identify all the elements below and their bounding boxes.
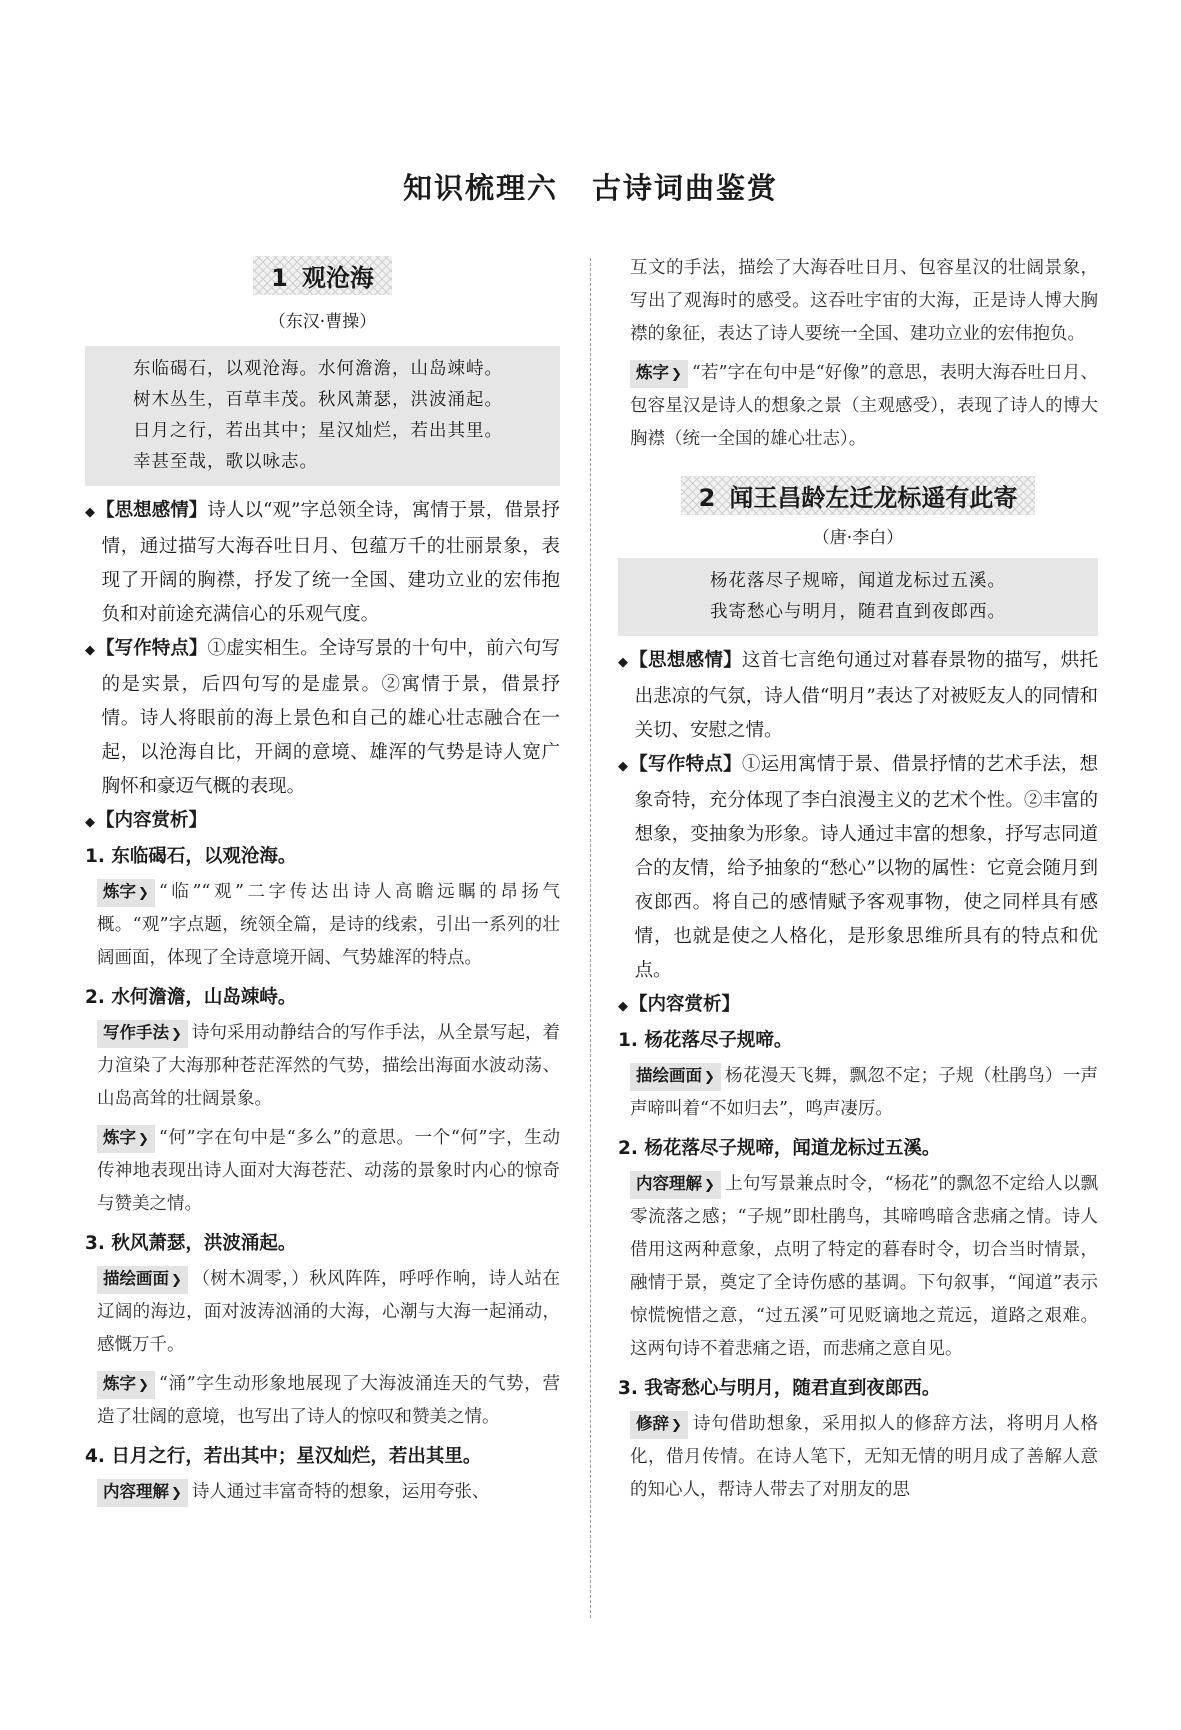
note-text: 诗人通过丰富奇特的想象，运用夸张、 xyxy=(191,1482,490,1502)
diamond-bullet-icon: ◆ xyxy=(618,999,628,1014)
diamond-bullet-icon: ◆ xyxy=(85,643,95,658)
column-divider xyxy=(590,258,591,1618)
poem2-item-head: 1. 杨花落尽子规啼。 xyxy=(618,1030,793,1051)
poem1-item-head: 2. 水何澹澹，山岛竦峙。 xyxy=(85,987,297,1008)
poem1-line: 树木丛生，百草丰茂。秋风萧瑟，洪波涌起。 xyxy=(133,390,503,410)
poem1-text-box xyxy=(85,346,560,486)
poem2-heading xyxy=(618,476,1098,515)
poem2-heading-box xyxy=(681,476,1036,515)
poem2-content-label: 【内容赏析】 xyxy=(629,994,741,1015)
note-text: “何”字在句中是“多么”的意思。一个“何”字，生动传神地表现出诗人面对大海苍茫、动荡的景象时内心的惊奇与赞美之情。 xyxy=(97,1128,560,1214)
diamond-bullet-icon: ◆ xyxy=(618,759,628,774)
poem1-content-label: 【内容赏析】 xyxy=(96,810,208,831)
poem1-note xyxy=(618,357,1098,456)
note-text: 诗句采用动静结合的写作手法，从全景写起，着力渲染了大海那种苍茫浑然的气势，描绘出海面水波动荡、山岛高耸的壮阔景象。 xyxy=(97,1023,560,1109)
poem1-note xyxy=(85,1122,560,1221)
note-text: （树木凋零，）秋风阵阵，呼呼作响，诗人站在辽阔的海边，面对波涛汹涌的大海，心潮与大海一起涌动，感慨万千。 xyxy=(97,1269,560,1355)
diamond-bullet-icon: ◆ xyxy=(85,505,95,520)
note-text: 上句写景兼点时令，“杨花”的飘忽不定给人以飘零流落之感；“子规”即杜鹃鸟，其啼鸣暗含悲痛之情。诗人借用这两种意象，点明了特定的暮春时令，切合当时情景，融情于景，奠定了全诗伤感的基调。下句叙事，“闻道”表示惊慌惋惜之意，“过五溪”可见贬谪地之荒远，道路之艰难。这两句诗不着悲痛之语，而悲痛之意自见。 xyxy=(630,1174,1098,1359)
poem2-note xyxy=(618,1168,1098,1366)
page-title-part2: 古诗词曲鉴赏 xyxy=(592,171,779,205)
right-column xyxy=(618,252,1098,1513)
poem1-note xyxy=(85,876,560,975)
poem1-line: 幸甚至哉，歌以咏志。 xyxy=(133,452,318,472)
poem2-note xyxy=(618,1060,1098,1126)
poem2-number: 2 xyxy=(698,484,716,512)
poem1-thought-text: 诗人以“观”字总领全诗，寓情于景，借景抒情，通过描写大海吞吐日月、包蕴万千的壮丽景象，表现了开阔的胸襟，抒发了统一全国、建功立业的宏伟抱负和对前途充满信心的乐观气度。 xyxy=(101,500,560,625)
poem1-heading xyxy=(85,256,560,295)
chevron-right-icon: ❯ xyxy=(704,1178,715,1193)
note-tag: 写作手法 ❯ xyxy=(97,1020,188,1048)
chevron-right-icon: ❯ xyxy=(138,886,149,901)
chevron-right-icon: ❯ xyxy=(171,1273,182,1288)
poem1-item-head: 3. 秋风萧瑟，洪波涌起。 xyxy=(85,1233,297,1254)
diamond-bullet-icon: ◆ xyxy=(618,655,628,670)
note-tag: 内容理解 ❯ xyxy=(630,1171,721,1199)
note-text: 杨花漫天飞舞，飘忽不定；子规（杜鹃鸟）一声声啼叫着“不如归去”，鸣声凄厉。 xyxy=(630,1066,1098,1119)
note-text: “涌”字生动形象地展现了大海波涌连天的气势，营造了壮阔的意境，也写出了诗人的惊叹和赞美之情。 xyxy=(97,1374,560,1427)
chevron-right-icon: ❯ xyxy=(171,1027,182,1042)
note-tag: 修辞 ❯ xyxy=(630,1411,688,1439)
poem1-note xyxy=(85,1017,560,1116)
poem1-note xyxy=(85,1263,560,1362)
poem2-title: 闻王昌龄左迁龙标遥有此寄 xyxy=(729,484,1018,512)
chevron-right-icon: ❯ xyxy=(671,367,682,382)
poem1-content-heading xyxy=(85,804,560,840)
poem1-title: 观沧海 xyxy=(301,264,374,292)
note-text: 诗句借助想象，采用拟人的修辞方法，将明月人格化，借月传情。在诗人笔下，无知无情的明月成了善解人意的知心人，帮诗人带去了对朋友的思 xyxy=(630,1414,1098,1500)
poem2-item-head: 2. 杨花落尽子规啼，闻道龙标过五溪。 xyxy=(618,1138,941,1159)
poem2-writing-text: ①运用寓情于景、借景抒情的艺术手法，想象奇特，充分体现了李白浪漫主义的艺术个性。②丰富的想象，变抽象为形象。诗人通过丰富的想象，抒写志同道合的友情，给予抽象的“愁心”以物的属性：它竟会随月到夜郎西。将自己的感情赋予客观事物，使之同样具有感情，也就是使之人格化，是形象思维所具有的特点和优点。 xyxy=(634,754,1098,981)
poem1-line: 东临碣石，以观沧海。水何澹澹，山岛竦峙。 xyxy=(133,359,503,379)
note-tag: 内容理解 ❯ xyxy=(97,1479,188,1507)
poem2-author: （唐·李白） xyxy=(812,528,904,548)
chevron-right-icon: ❯ xyxy=(138,1378,149,1393)
poem2-text-box xyxy=(618,558,1098,636)
poem1-writing-text: ①虚实相生。全诗写景的十句中，前六句写的是实景，后四句写的是虚景。②寓情于景，借景抒情。诗人将眼前的海上景色和自己的雄心壮志融合在一起，以沧海自比，开阔的意境、雄浑的气势是诗人宽广胸怀和豪迈气概的表现。 xyxy=(101,638,560,797)
poem1-note xyxy=(85,1476,560,1509)
poem2-content-heading xyxy=(618,988,1098,1024)
poem1-item-head: 4. 日月之行，若出其中；星汉灿烂，若出其里。 xyxy=(85,1446,482,1467)
chevron-right-icon: ❯ xyxy=(671,1418,682,1433)
poem1-writing-label: 【写作特点】 xyxy=(96,638,208,659)
poem1-thought xyxy=(85,494,560,632)
poem1-thought-label: 【思想感情】 xyxy=(96,500,208,521)
poem2-thought xyxy=(618,644,1098,748)
poem1-item-head: 1. 东临碣石，以观沧海。 xyxy=(85,846,297,867)
poem2-line: 杨花落尽子规啼，闻道龙标过五溪。 xyxy=(710,571,1006,591)
note-tag: 炼字 ❯ xyxy=(97,879,155,907)
note-tag: 描绘画面 ❯ xyxy=(97,1266,188,1294)
poem2-line: 我寄愁心与明月，随君直到夜郎西。 xyxy=(710,602,1006,622)
poem2-thought-text: 这首七言绝句通过对暮春景物的描写，烘托出悲凉的气氛，诗人借“明月”表达了对被贬友人的同情和关切、安慰之情。 xyxy=(634,650,1098,741)
note-tag: 炼字 ❯ xyxy=(97,1371,155,1399)
poem1-number: 1 xyxy=(271,264,288,292)
note-tag: 炼字 ❯ xyxy=(630,360,688,388)
note-tag: 炼字 ❯ xyxy=(97,1125,155,1153)
poem1-author: （东汉·曹操） xyxy=(268,312,377,332)
poem1-continued-text: 互文的手法，描绘了大海吞吐日月、包容星汉的壮阔景象，写出了观海时的感受。这吞吐宇宙的大海，正是诗人博大胸襟的象征，表达了诗人要统一全国、建功立业的宏伟抱负。 xyxy=(630,258,1098,344)
diamond-bullet-icon: ◆ xyxy=(85,815,95,830)
poem2-writing-label: 【写作特点】 xyxy=(629,754,742,775)
poem1-heading-box xyxy=(253,256,392,295)
chevron-right-icon: ❯ xyxy=(171,1486,182,1501)
poem2-writing xyxy=(618,748,1098,988)
poem2-thought-label: 【思想感情】 xyxy=(629,650,742,671)
poem1-note xyxy=(85,1368,560,1434)
poem1-writing xyxy=(85,632,560,804)
page-title-part1: 知识梳理六 xyxy=(402,171,558,205)
left-column xyxy=(85,256,560,1515)
note-text: “临”“观”二字传达出诗人高瞻远瞩的昂扬气概。“观”字点题，统领全篇，是诗的线索，引出一系列的壮阔画面，体现了全诗意境开阔、气势雄浑的特点。 xyxy=(97,882,560,968)
note-text: “若”字在句中是“好像”的意思，表明大海吞吐日月、包容星汉是诗人的想象之景（主观感受），表现了诗人的博大胸襟（统一全国的雄心壮志）。 xyxy=(630,363,1098,449)
poem1-line: 日月之行，若出其中；星汉灿烂，若出其里。 xyxy=(133,421,503,441)
poem2-note xyxy=(618,1408,1098,1507)
poem2-item-head: 3. 我寄愁心与明月，随君直到夜郎西。 xyxy=(618,1378,941,1399)
chevron-right-icon: ❯ xyxy=(704,1070,715,1085)
page-title xyxy=(0,166,1181,207)
chevron-right-icon: ❯ xyxy=(138,1132,149,1147)
note-tag: 描绘画面 ❯ xyxy=(630,1063,721,1091)
